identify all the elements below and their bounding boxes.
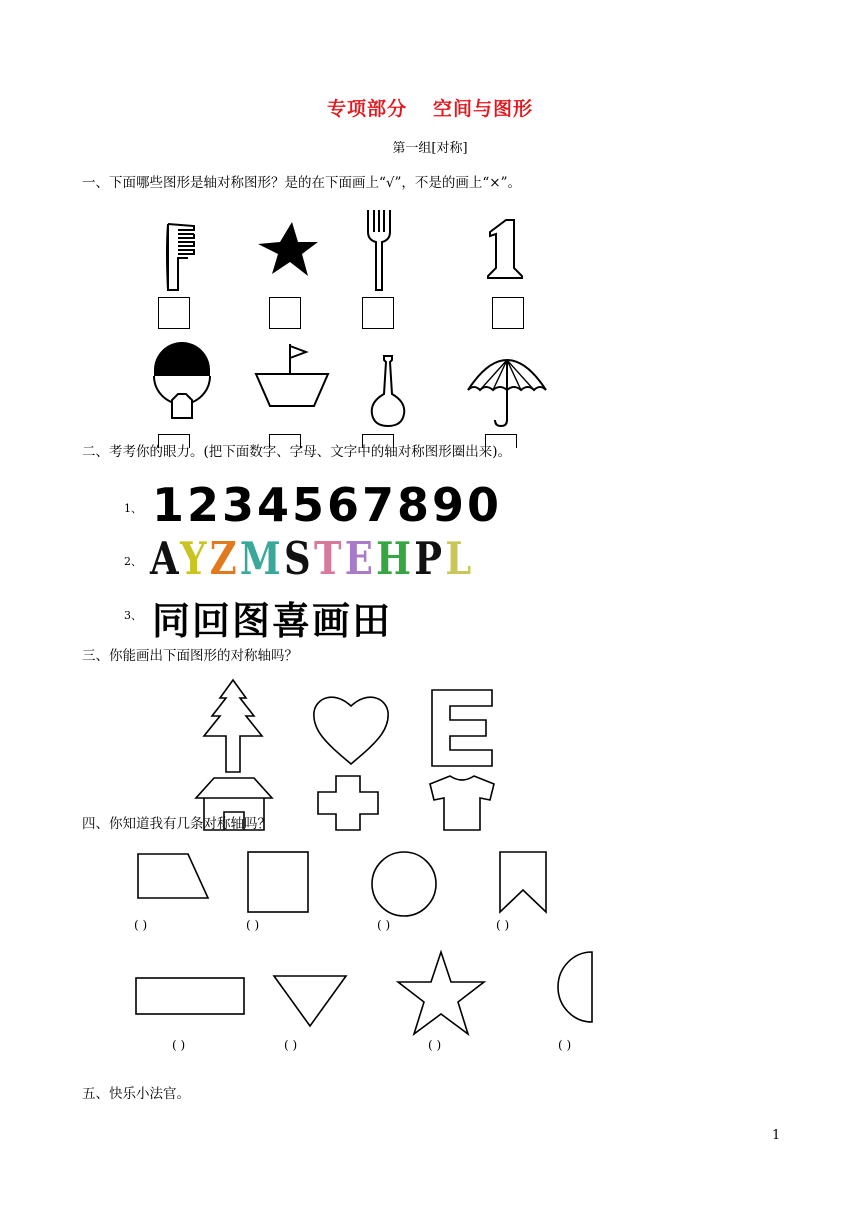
- answer-box[interactable]: [158, 297, 190, 329]
- triangle-shape: [272, 974, 348, 1028]
- page-title: [0, 94, 860, 121]
- letter-S[interactable]: S: [284, 532, 314, 585]
- page-number: 1: [772, 1128, 781, 1143]
- star-icon: [254, 220, 320, 280]
- question-2-text: 二、考考你的眼力。(把下面数字、字母、文字中的轴对称图形圈出来)。: [82, 444, 512, 460]
- question-5-text: 五、快乐小法官。: [82, 1086, 190, 1102]
- pine-tree-icon: [200, 678, 266, 774]
- letter-Z[interactable]: Z: [209, 532, 240, 585]
- answer-paren[interactable]: ( ): [377, 918, 391, 932]
- comb-icon: [160, 220, 204, 292]
- answer-paren[interactable]: ( ): [428, 1038, 442, 1052]
- trapezoid-shape: [136, 852, 212, 900]
- cross-icon: [316, 774, 380, 832]
- question-1-text: 一、下面哪些图形是轴对称图形？是的在下面画上“√”，不是的画上“×”。: [82, 175, 522, 191]
- letter-e-icon: [430, 688, 494, 768]
- square-shape: [246, 850, 310, 914]
- letter-H[interactable]: H: [376, 532, 415, 585]
- bookmark-shape: [498, 850, 548, 914]
- character-row[interactable]: 同回图喜画田: [152, 599, 393, 643]
- vase-icon: [366, 354, 410, 430]
- row-label-3: 3、: [124, 609, 142, 622]
- answer-paren[interactable]: ( ): [558, 1038, 572, 1052]
- letter-E[interactable]: E: [344, 532, 377, 585]
- answer-paren[interactable]: ( ): [284, 1038, 298, 1052]
- heart-icon: [310, 692, 392, 766]
- letter-row[interactable]: [150, 532, 475, 585]
- answer-paren[interactable]: ( ): [134, 918, 148, 932]
- answer-box[interactable]: [492, 297, 524, 329]
- star-shape: [396, 950, 486, 1036]
- letter-Y[interactable]: Y: [180, 532, 210, 585]
- letter-L[interactable]: L: [445, 532, 475, 585]
- answer-box[interactable]: [269, 297, 301, 329]
- circle-shape: [370, 850, 438, 918]
- answer-box[interactable]: [362, 297, 394, 329]
- ping-pong-paddle-icon: [150, 340, 214, 430]
- umbrella-icon: [462, 350, 552, 430]
- digit-one-icon: [484, 218, 524, 280]
- row-label-2: 2、: [124, 555, 142, 568]
- title-part2: 空间与图形: [433, 98, 534, 120]
- semicircle-shape: [556, 950, 596, 1024]
- boat-icon: [254, 342, 330, 408]
- letter-T[interactable]: T: [313, 532, 345, 585]
- row-label-1: 1、: [124, 502, 142, 515]
- question-3-text: 三、你能画出下面图形的对称轴吗？: [82, 648, 298, 664]
- letter-A[interactable]: A: [150, 532, 181, 585]
- answer-paren[interactable]: ( ): [496, 918, 510, 932]
- letter-M[interactable]: M: [239, 532, 285, 585]
- letter-P[interactable]: P: [414, 532, 446, 585]
- answer-paren[interactable]: ( ): [246, 918, 260, 932]
- answer-paren[interactable]: ( ): [172, 1038, 186, 1052]
- number-row[interactable]: 1234567890: [152, 478, 503, 532]
- tshirt-icon: [428, 774, 496, 832]
- fork-icon: [362, 206, 396, 292]
- section-subtitle: 第一组[对称]: [392, 141, 468, 156]
- title-part1: 专项部分: [326, 98, 407, 120]
- question-4-text: 四、你知道我有几条对称轴吗？: [82, 816, 271, 832]
- rectangle-shape: [134, 976, 248, 1018]
